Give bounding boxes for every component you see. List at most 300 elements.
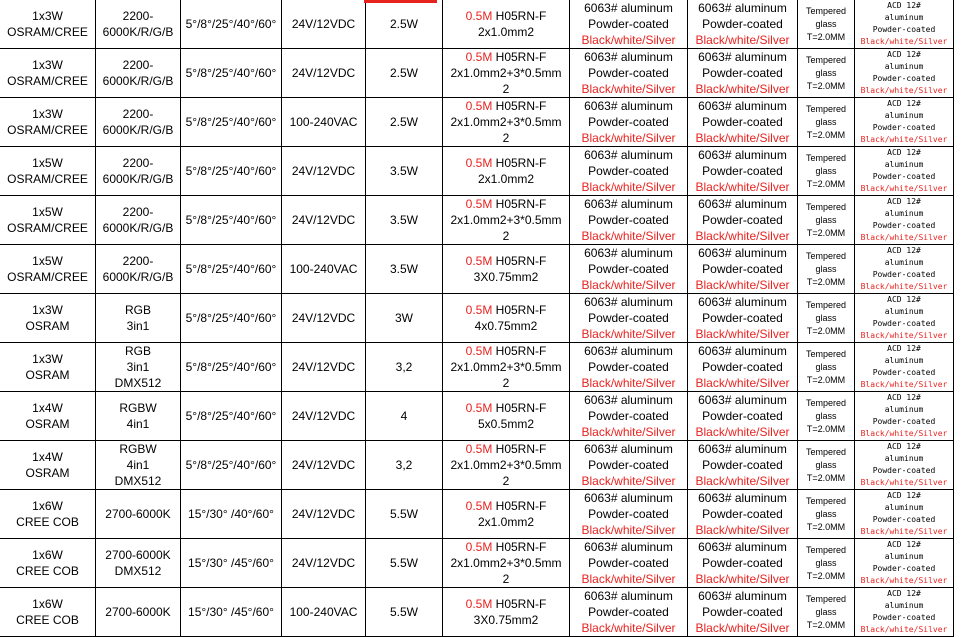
cell-line: 2x1.0mm2+3*0.5mm [450, 213, 562, 227]
cell-line: Black/white/Silver [695, 229, 790, 243]
cell-line: Black/white/Silver [695, 376, 790, 390]
cell-line [443, 400, 569, 416]
cell-voltage [282, 588, 366, 637]
cell-line: Black/white/Silver [860, 184, 948, 193]
cell-line: 2 [502, 131, 510, 145]
cell-watt [366, 441, 443, 490]
cell-line: 6063# aluminum [698, 99, 787, 113]
cell-beam [181, 49, 282, 98]
cell-line: Powder-coated [588, 213, 669, 227]
cell-cct [96, 0, 181, 49]
cell-line: Black/white/Silver [581, 278, 676, 292]
cell-line: Black/white/Silver [581, 425, 676, 439]
cell-line: OSRAM [25, 466, 70, 480]
cell-line: 3.5W [389, 164, 418, 178]
cell-body [570, 147, 688, 196]
cell-line: 3X0.75mm2 [473, 270, 539, 284]
cell-line: Powder-coated [588, 262, 669, 276]
cell-line [443, 49, 569, 65]
cell-line: 6063# aluminum [698, 344, 787, 358]
cell-cable [443, 147, 570, 196]
cell-cct [96, 294, 181, 343]
cell-line: 6063# aluminum [698, 491, 787, 505]
cell-line: Powder-coated [702, 458, 783, 472]
cell-line: 6063# aluminum [584, 50, 673, 64]
cell-line [443, 343, 569, 359]
cell-line: Tempered [805, 397, 847, 408]
cell-line: 6000K/R/G/B [102, 172, 174, 186]
cell-line: 2200- [122, 156, 154, 170]
cell-line: ACD 12# [887, 99, 921, 108]
cell-line: 5°/8°/25°/40°/60° [185, 458, 277, 472]
cell-acd [855, 343, 954, 392]
cell-line: 6063# aluminum [698, 50, 787, 64]
cell-line: Powder-coated [872, 270, 936, 279]
cell-glass [798, 392, 855, 441]
cell-line: 5.5W [389, 556, 418, 570]
cell-glass [798, 98, 855, 147]
cell-body [570, 245, 688, 294]
cell-line: Powder-coated [702, 164, 783, 178]
cell-line: Tempered [805, 5, 847, 16]
cell-line: 6063# aluminum [698, 540, 787, 554]
cell-cover [688, 490, 798, 539]
table-row [0, 392, 954, 441]
cell-line: Black/white/Silver [695, 327, 790, 341]
cell-voltage [282, 196, 366, 245]
cell-line: T=2.0MM [806, 80, 846, 91]
cell-line: Black/white/Silver [695, 425, 790, 439]
cell-line: aluminum [884, 601, 924, 610]
cable-type: H05RN-F [492, 401, 547, 415]
cell-line: glass [815, 18, 837, 29]
cell-acd [855, 441, 954, 490]
cell-glass [798, 196, 855, 245]
cable-length: 0.5M [465, 344, 493, 358]
cell-body [570, 490, 688, 539]
cell-beam [181, 490, 282, 539]
cell-watt [366, 196, 443, 245]
cell-line: Tempered [805, 152, 847, 163]
cell-line: Black/white/Silver [860, 331, 948, 340]
cell-beam [181, 98, 282, 147]
cell-line: 4in1 [126, 417, 150, 431]
cell-line: Black/white/Silver [860, 527, 948, 536]
cell-glass [798, 588, 855, 637]
cell-line [443, 155, 569, 171]
table-row [0, 539, 954, 588]
cell-line: aluminum [884, 552, 924, 561]
cell-line: 24V/12VDC [291, 556, 356, 570]
cable-length: 0.5M [465, 499, 493, 513]
cell-line: 2 [502, 376, 510, 390]
cell-body [570, 539, 688, 588]
cell-line: RGBW [119, 442, 157, 456]
cell-line: glass [815, 116, 837, 127]
cell-glass [798, 0, 855, 49]
cell-voltage [282, 539, 366, 588]
cell-line: 3W [395, 311, 413, 325]
cell-line: 15°/30° /40°/60° [188, 507, 274, 521]
cell-line: 24V/12VDC [291, 360, 356, 374]
cell-line: Powder-coated [588, 360, 669, 374]
cell-line: 2700-6000K [105, 548, 171, 562]
cell-line [443, 441, 569, 457]
cell-line: Powder-coated [702, 507, 783, 521]
cell-line: Tempered [805, 446, 847, 457]
table-row [0, 98, 954, 147]
cell-line: 1x6W [32, 499, 63, 513]
cell-beam [181, 343, 282, 392]
cell-line [443, 8, 569, 24]
cell-acd [855, 49, 954, 98]
cable-type: H05RN-F [492, 597, 547, 611]
cell-line: 2x1.0mm2 [477, 515, 535, 529]
cell-glass [798, 49, 855, 98]
cell-body [570, 294, 688, 343]
cell-cover [688, 294, 798, 343]
cable-type: H05RN-F [492, 254, 547, 268]
cell-line: 6063# aluminum [584, 295, 673, 309]
cell-line: Black/white/Silver [581, 523, 676, 537]
cell-body [570, 196, 688, 245]
cell-line: Powder-coated [588, 556, 669, 570]
cell-line: OSRAM [25, 368, 70, 382]
table-row [0, 343, 954, 392]
cell-line [443, 98, 569, 114]
cell-line: Tempered [805, 54, 847, 65]
cell-line: 1x3W [32, 9, 63, 23]
cell-voltage [282, 0, 366, 49]
cell-line [443, 498, 569, 514]
cell-cct [96, 196, 181, 245]
table-row [0, 441, 954, 490]
cell-line: 1x3W [32, 352, 63, 366]
cell-line: Black/white/Silver [581, 474, 676, 488]
cell-cable [443, 0, 570, 49]
cell-line: T=2.0MM [806, 423, 846, 434]
cell-voltage [282, 294, 366, 343]
cell-line: Tempered [805, 201, 847, 212]
cell-line: Powder-coated [872, 319, 936, 328]
cell-cable [443, 343, 570, 392]
cell-line: 6063# aluminum [584, 491, 673, 505]
cell-line: 5°/8°/25°/40°/60° [185, 66, 277, 80]
cell-line: Powder-coated [872, 172, 936, 181]
cell-line: ACD 12# [887, 1, 921, 10]
cell-cover [688, 0, 798, 49]
cell-line: 2x1.0mm2+3*0.5mm [450, 66, 562, 80]
cell-line: Powder-coated [588, 507, 669, 521]
cell-beam [181, 0, 282, 49]
cell-line: Powder-coated [702, 66, 783, 80]
cell-power [0, 441, 96, 490]
cell-line: aluminum [884, 62, 924, 71]
cell-beam [181, 441, 282, 490]
cell-line: aluminum [884, 111, 924, 120]
cell-body [570, 49, 688, 98]
cell-line: 6063# aluminum [584, 589, 673, 603]
cell-watt [366, 490, 443, 539]
cell-line: 6063# aluminum [698, 442, 787, 456]
cell-power [0, 588, 96, 637]
cell-line: Powder-coated [588, 115, 669, 129]
cell-power [0, 49, 96, 98]
cable-length: 0.5M [465, 197, 493, 211]
cell-cable [443, 245, 570, 294]
cell-power [0, 196, 96, 245]
cell-line: Powder-coated [872, 613, 936, 622]
cell-line: 6063# aluminum [698, 589, 787, 603]
cell-acd [855, 0, 954, 49]
cell-line: DMX512 [114, 376, 162, 390]
cell-line: 2x1.0mm2 [477, 25, 535, 39]
cell-line: 2200- [122, 205, 154, 219]
cell-body [570, 441, 688, 490]
cell-line: 24V/12VDC [291, 17, 356, 31]
cell-acd [855, 147, 954, 196]
cell-line: Black/white/Silver [860, 135, 948, 144]
cell-line: Tempered [805, 250, 847, 261]
right-edge [955, 0, 961, 628]
table-row [0, 245, 954, 294]
cell-line: 24V/12VDC [291, 213, 356, 227]
cell-line: Powder-coated [702, 360, 783, 374]
cable-type: H05RN-F [492, 499, 547, 513]
cell-line: ACD 12# [887, 148, 921, 157]
cell-line: Black/white/Silver [860, 429, 948, 438]
cell-line: T=2.0MM [806, 374, 846, 385]
cell-line: Black/white/Silver [581, 376, 676, 390]
cell-line: glass [815, 67, 837, 78]
cell-line: 24V/12VDC [291, 66, 356, 80]
cell-cct [96, 490, 181, 539]
cell-line: 6063# aluminum [584, 246, 673, 260]
cell-line: 5°/8°/25°/40°/60° [185, 262, 277, 276]
cell-line: 24V/12VDC [291, 409, 356, 423]
cell-line: Black/white/Silver [695, 33, 790, 47]
cell-power [0, 147, 96, 196]
cell-cct [96, 539, 181, 588]
cell-line: Tempered [805, 348, 847, 359]
cell-line: Powder-coated [702, 556, 783, 570]
cell-line: 5°/8°/25°/40°/60° [185, 311, 277, 325]
cell-line: aluminum [884, 356, 924, 365]
cell-cover [688, 98, 798, 147]
cell-line: Tempered [805, 593, 847, 604]
cell-line: Black/white/Silver [695, 572, 790, 586]
cell-cable [443, 441, 570, 490]
cell-line: T=2.0MM [806, 325, 846, 336]
cell-cover [688, 49, 798, 98]
cell-line: 100-240VAC [289, 115, 358, 129]
cell-cable [443, 392, 570, 441]
cell-line: Powder-coated [702, 605, 783, 619]
cell-line: Tempered [805, 544, 847, 555]
cell-acd [855, 539, 954, 588]
cell-line: Black/white/Silver [860, 380, 948, 389]
cell-cct [96, 49, 181, 98]
cell-beam [181, 392, 282, 441]
cell-line: 5.5W [389, 507, 418, 521]
cell-line: Tempered [805, 299, 847, 310]
cell-line: 6063# aluminum [584, 393, 673, 407]
cell-line: Black/white/Silver [860, 576, 948, 585]
cell-watt [366, 147, 443, 196]
red-marker-line [364, 0, 437, 3]
cell-line: 6063# aluminum [584, 99, 673, 113]
cell-line: Powder-coated [588, 311, 669, 325]
cell-line: Black/white/Silver [581, 82, 676, 96]
cell-line: Black/white/Silver [695, 82, 790, 96]
cell-line: 2 [502, 572, 510, 586]
cell-line: Powder-coated [872, 368, 936, 377]
cell-line: Black/white/Silver [695, 474, 790, 488]
cell-line: Powder-coated [702, 409, 783, 423]
cell-cover [688, 245, 798, 294]
cell-line: Black/white/Silver [695, 278, 790, 292]
cell-line: Black/white/Silver [860, 282, 948, 291]
cell-line: 5°/8°/25°/40°/60° [185, 164, 277, 178]
cell-line: T=2.0MM [806, 619, 846, 630]
cable-length: 0.5M [465, 442, 493, 456]
cell-cct [96, 343, 181, 392]
cell-line: Powder-coated [588, 164, 669, 178]
cell-line: Powder-coated [588, 605, 669, 619]
cell-line: 6063# aluminum [584, 197, 673, 211]
cable-type: H05RN-F [492, 197, 547, 211]
cell-watt [366, 392, 443, 441]
table-row [0, 588, 954, 637]
cell-line: T=2.0MM [806, 31, 846, 42]
cell-cct [96, 392, 181, 441]
cell-glass [798, 539, 855, 588]
cell-watt [366, 294, 443, 343]
cell-line: Black/white/Silver [581, 131, 676, 145]
cell-line: 1x3W [32, 303, 63, 317]
table-row [0, 490, 954, 539]
table-row [0, 49, 954, 98]
cell-line [443, 539, 569, 555]
cell-line: CREE COB [16, 613, 79, 627]
cell-line: Powder-coated [702, 17, 783, 31]
cell-glass [798, 441, 855, 490]
cell-body [570, 98, 688, 147]
cell-body [570, 392, 688, 441]
cell-line: OSRAM [25, 417, 70, 431]
cable-length: 0.5M [465, 9, 493, 23]
cell-line: 6000K/R/G/B [102, 221, 174, 235]
cell-line: 1x5W [32, 254, 63, 268]
cell-line [443, 596, 569, 612]
cell-cable [443, 539, 570, 588]
cell-line: ACD 12# [887, 393, 921, 402]
cell-line: 1x3W [32, 58, 63, 72]
cell-line: 2 [502, 229, 510, 243]
cell-cover [688, 147, 798, 196]
cell-line: 6063# aluminum [584, 148, 673, 162]
cell-line: Black/white/Silver [581, 180, 676, 194]
cell-cover [688, 196, 798, 245]
cell-line: Black/white/Silver [860, 233, 948, 242]
cell-watt [366, 0, 443, 49]
cable-length: 0.5M [465, 401, 493, 415]
cell-line: 24V/12VDC [291, 507, 356, 521]
cell-line: T=2.0MM [806, 472, 846, 483]
cable-length: 0.5M [465, 254, 493, 268]
cell-line: T=2.0MM [806, 521, 846, 532]
cell-line: 1x5W [32, 156, 63, 170]
cell-cover [688, 588, 798, 637]
cell-line: Black/white/Silver [581, 327, 676, 341]
cell-line: OSRAM/CREE [7, 25, 88, 39]
cell-acd [855, 196, 954, 245]
cell-line: ACD 12# [887, 50, 921, 59]
cell-line: 4x0.75mm2 [474, 319, 538, 333]
cell-line: DMX512 [114, 474, 162, 488]
cell-line: Powder-coated [588, 409, 669, 423]
cell-line: 5.5W [389, 605, 418, 619]
cell-line: glass [815, 557, 837, 568]
cell-line: glass [815, 361, 837, 372]
cell-acd [855, 294, 954, 343]
cell-line: 3in1 [126, 360, 150, 374]
cell-line: 6063# aluminum [698, 246, 787, 260]
cell-line: 6063# aluminum [698, 393, 787, 407]
cell-line: 2700-6000K [105, 605, 171, 619]
cell-power [0, 343, 96, 392]
cell-beam [181, 196, 282, 245]
cell-glass [798, 147, 855, 196]
cell-line: 2x1.0mm2+3*0.5mm [450, 458, 562, 472]
cell-line: CREE COB [16, 515, 79, 529]
cell-beam [181, 539, 282, 588]
cell-line: Powder-coated [702, 213, 783, 227]
cable-length: 0.5M [465, 303, 493, 317]
cell-line: glass [815, 410, 837, 421]
cell-line: glass [815, 606, 837, 617]
cell-line: 5°/8°/25°/40°/60° [185, 360, 277, 374]
cell-line: RGBW [119, 401, 157, 415]
cell-voltage [282, 490, 366, 539]
cell-cct [96, 98, 181, 147]
cell-line: aluminum [884, 160, 924, 169]
cable-length: 0.5M [465, 597, 493, 611]
cell-line: 6063# aluminum [584, 540, 673, 554]
cell-line [443, 302, 569, 318]
cable-length: 0.5M [465, 540, 493, 554]
cell-line: ACD 12# [887, 540, 921, 549]
cell-line: 24V/12VDC [291, 458, 356, 472]
cell-watt [366, 98, 443, 147]
cell-voltage [282, 49, 366, 98]
cell-cct [96, 147, 181, 196]
cell-power [0, 539, 96, 588]
cell-line: 3in1 [126, 319, 150, 333]
cell-cct [96, 245, 181, 294]
cell-voltage [282, 245, 366, 294]
cell-acd [855, 490, 954, 539]
cell-power [0, 392, 96, 441]
cell-beam [181, 147, 282, 196]
cell-line: 24V/12VDC [291, 311, 356, 325]
cable-type: H05RN-F [492, 156, 547, 170]
cell-line: Powder-coated [588, 17, 669, 31]
cell-line: glass [815, 459, 837, 470]
cell-watt [366, 49, 443, 98]
cell-line: Black/white/Silver [860, 86, 948, 95]
cell-beam [181, 294, 282, 343]
